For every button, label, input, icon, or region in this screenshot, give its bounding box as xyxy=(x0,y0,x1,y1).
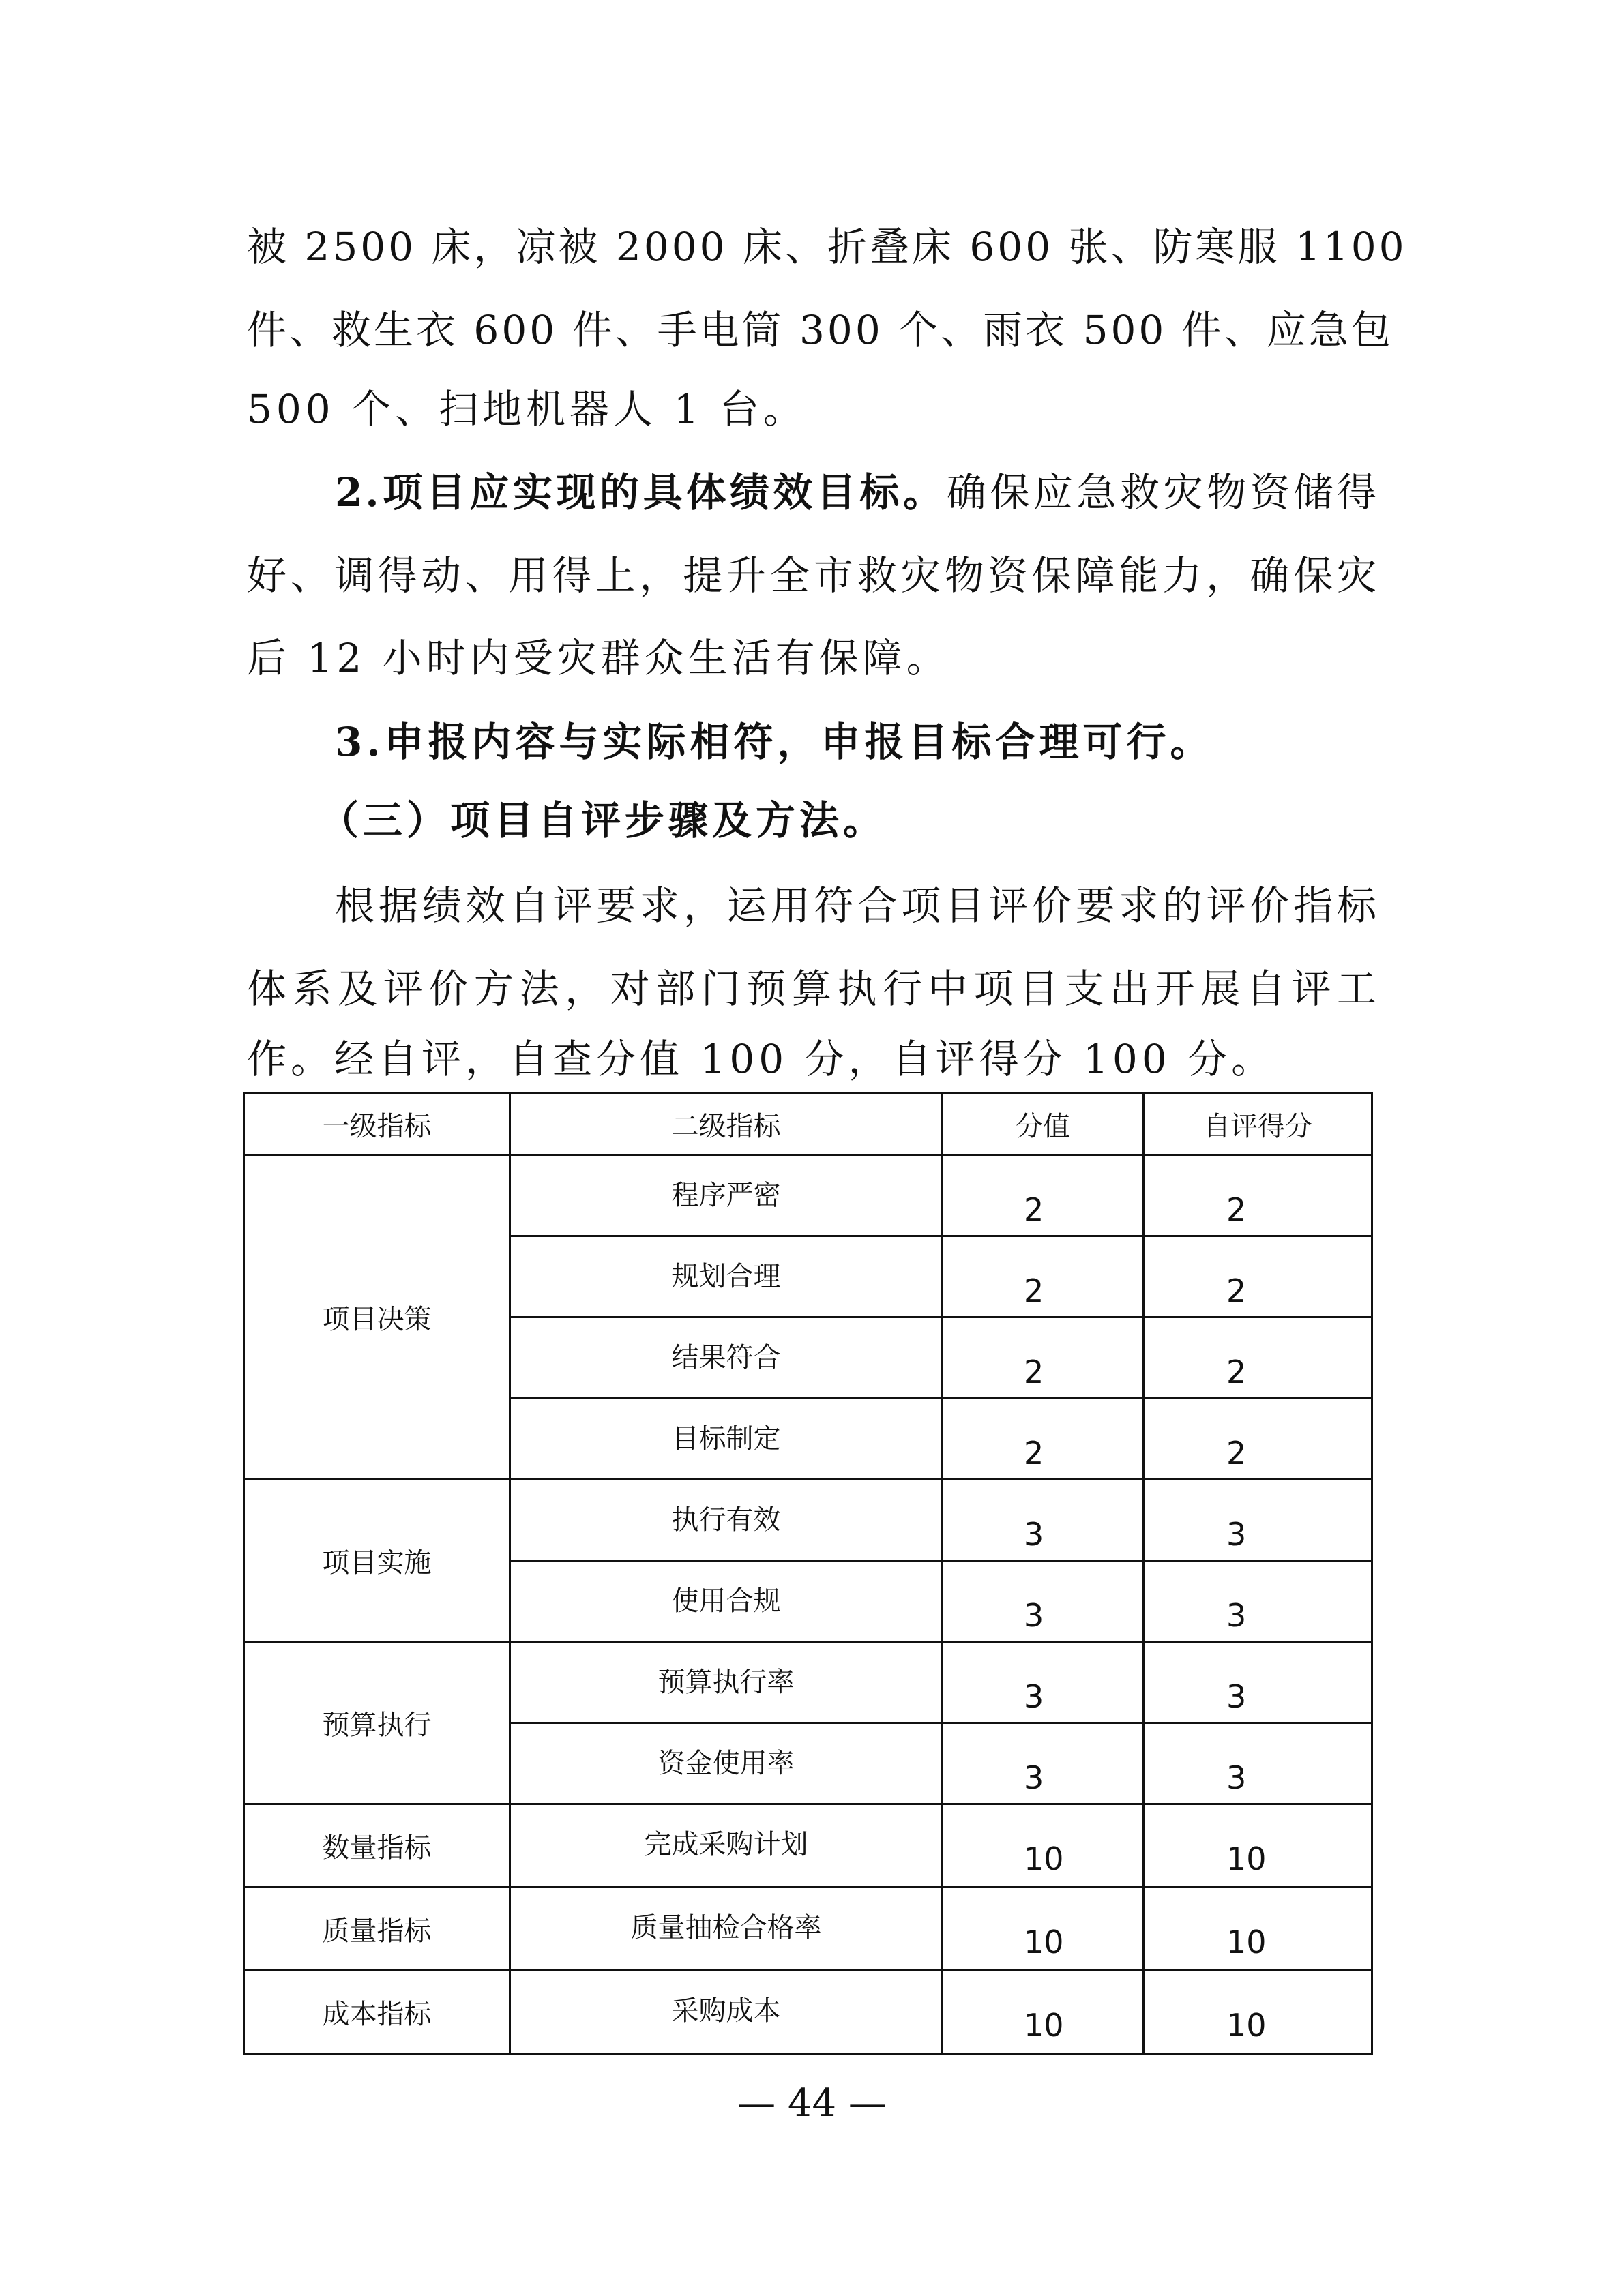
score-value: 2 xyxy=(943,1399,1144,1480)
goal-heading: 2.项目应实现的具体绩效目标。 xyxy=(335,469,947,516)
level1-indicator: 质量指标 xyxy=(244,1888,510,1971)
level2-indicator: 采购成本 xyxy=(510,1971,943,2054)
header-self-score: 自评得分 xyxy=(1144,1093,1372,1155)
self-score-value: 3 xyxy=(1144,1642,1372,1723)
score-value: 3 xyxy=(943,1561,1144,1642)
level2-indicator: 程序严密 xyxy=(510,1155,943,1236)
self-score-value: 2 xyxy=(1144,1155,1372,1236)
goal-line: 后 12 小时内受灾群众生活有保障。 xyxy=(247,635,950,681)
section-heading: （三）项目自评步骤及方法。 xyxy=(319,797,887,844)
self-score-value: 10 xyxy=(1144,1804,1372,1888)
level2-indicator: 执行有效 xyxy=(510,1480,943,1561)
self-score-value: 2 xyxy=(1144,1399,1372,1480)
self-score-value: 2 xyxy=(1144,1317,1372,1399)
self-score-value: 3 xyxy=(1144,1480,1372,1561)
paragraph-line: 被 2500 床，凉被 2000 床、折叠床 600 张、防寒服 1100 xyxy=(247,224,1407,270)
table-row xyxy=(244,1971,1372,2054)
self-score-value: 3 xyxy=(1144,1561,1372,1642)
level1-indicator: 数量指标 xyxy=(244,1804,510,1888)
level2-indicator: 规划合理 xyxy=(510,1236,943,1317)
score-value: 2 xyxy=(943,1236,1144,1317)
table-row xyxy=(244,1155,1372,1236)
score-value: 2 xyxy=(943,1317,1144,1399)
level1-indicator: 预算执行 xyxy=(244,1642,510,1804)
self-evaluation-table xyxy=(243,1092,1373,2055)
paragraph-line: 件、救生衣 600 件、手电筒 300 个、雨衣 500 件、应急包 xyxy=(247,307,1393,353)
score-value: 10 xyxy=(943,1971,1144,2054)
score-value: 2 xyxy=(943,1155,1144,1236)
level1-indicator: 成本指标 xyxy=(244,1971,510,2054)
level1-indicator: 项目决策 xyxy=(244,1155,510,1480)
score-value: 10 xyxy=(943,1804,1144,1888)
score-value: 3 xyxy=(943,1642,1144,1723)
level2-indicator: 目标制定 xyxy=(510,1399,943,1480)
table-row xyxy=(244,1480,1372,1561)
method-line: 体系及评价方法，对部门预算执行中项目支出开展自评工 xyxy=(247,966,1379,1012)
header-level2: 二级指标 xyxy=(510,1093,943,1155)
score-value: 3 xyxy=(943,1723,1144,1804)
table-row xyxy=(244,1642,1372,1723)
self-score-value: 10 xyxy=(1144,1888,1372,1971)
level2-indicator: 结果符合 xyxy=(510,1317,943,1399)
page-number: — 44 — xyxy=(737,2081,887,2126)
level2-indicator: 质量抽检合格率 xyxy=(510,1888,943,1971)
score-value: 10 xyxy=(943,1888,1144,1971)
level2-indicator: 完成采购计划 xyxy=(510,1804,943,1888)
paragraph-line: 500 个、扫地机器人 1 台。 xyxy=(247,386,807,432)
self-score-value: 10 xyxy=(1144,1971,1372,2054)
level1-indicator: 项目实施 xyxy=(244,1480,510,1642)
self-score-value: 2 xyxy=(1144,1236,1372,1317)
level2-indicator: 预算执行率 xyxy=(510,1642,943,1723)
table-row xyxy=(244,1804,1372,1888)
goal-line: 好、调得动、用得上，提升全市救灾物资保障能力，确保灾 xyxy=(247,552,1379,599)
header-level1: 一级指标 xyxy=(244,1093,510,1155)
table-header-row xyxy=(244,1093,1372,1155)
method-line: 作。经自评，自查分值 100 分，自评得分 100 分。 xyxy=(247,1036,1275,1082)
header-score: 分值 xyxy=(943,1093,1144,1155)
table-row xyxy=(244,1888,1372,1971)
self-score-value: 3 xyxy=(1144,1723,1372,1804)
point-3-heading: 3.申报内容与实际相符，申报目标合理可行。 xyxy=(335,719,1214,765)
score-value: 3 xyxy=(943,1480,1144,1561)
level2-indicator: 资金使用率 xyxy=(510,1723,943,1804)
level2-indicator: 使用合规 xyxy=(510,1561,943,1642)
goal-line xyxy=(335,451,1379,534)
method-line: 根据绩效自评要求，运用符合项目评价要求的评价指标 xyxy=(335,882,1379,929)
goal-text: 确保应急救灾物资储得 xyxy=(946,469,1379,516)
